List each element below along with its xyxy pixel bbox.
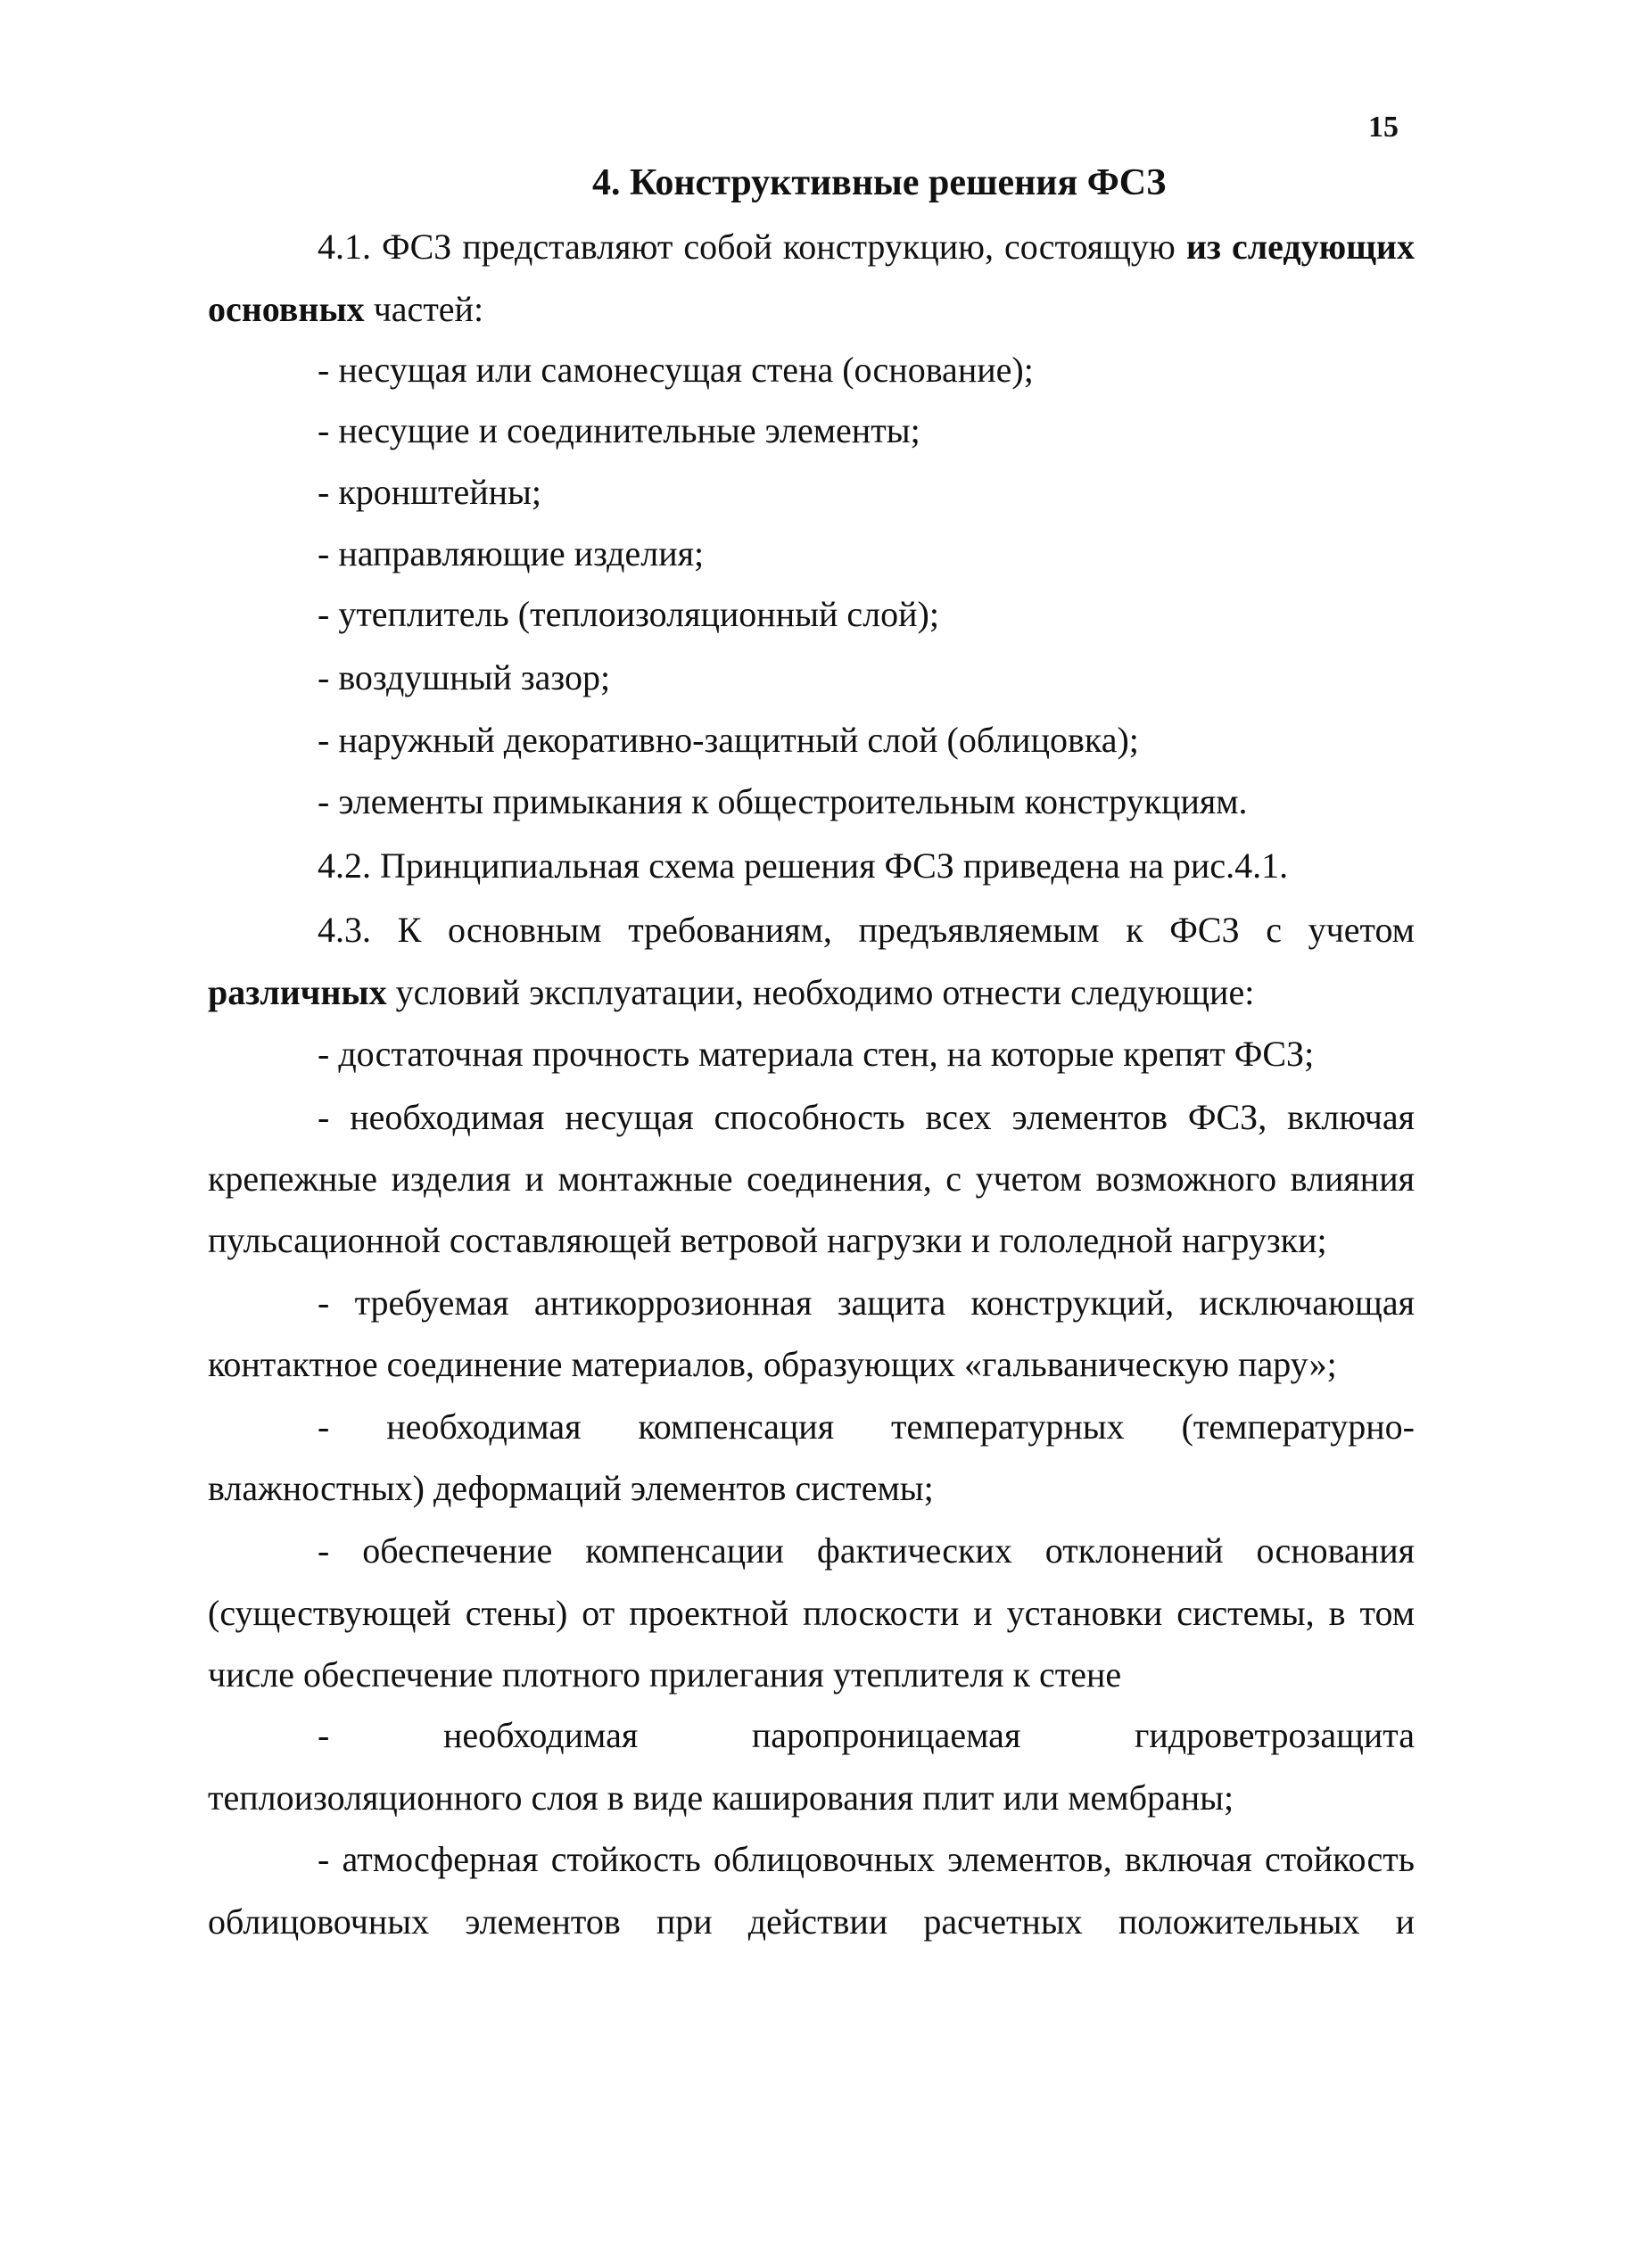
requirement-3-line-2: контактное соединение материалов, образующих «гальваническую пару»;: [208, 1344, 1337, 1384]
text-run-bold: из следующих: [1185, 227, 1415, 267]
list-item: - воздушный зазор;: [318, 657, 611, 697]
page-number: 15: [1368, 111, 1399, 144]
requirement-2-line-2: крепежные изделия и монтажные соединения, с учетом возможного влияния: [208, 1159, 1415, 1199]
paragraph-4-3-line-1: 4.3. К основным требованиям, предъявляемым к ФСЗ с учетом: [318, 910, 1415, 950]
requirement-4-line-2: влажностных) деформаций элементов системы;: [208, 1468, 934, 1508]
requirement-7-line-2: облицовочных элементов при действии расчетных положительных и: [208, 1901, 1415, 1942]
list-item: - наружный декоративно-защитный слой (облицовка);: [318, 720, 1139, 760]
paragraph-4-2: 4.2. Принципиальная схема решения ФСЗ приведена на рис.4.1.: [318, 845, 1289, 886]
requirement-6-line-2: теплоизоляционного слоя в виде каширования плит или мембраны;: [208, 1777, 1234, 1818]
requirement-2-line-3: пульсационной составляющей ветровой нагрузки и гололедной нагрузки;: [208, 1220, 1327, 1260]
text-run: частей:: [364, 289, 484, 329]
requirement-4-line-1: - необходимая компенсация температурных (температурно-: [318, 1406, 1415, 1447]
text-run: 4.1. ФСЗ представляют собой конструкцию, состоящую: [318, 227, 1186, 267]
list-item: - направляющие изделия;: [318, 533, 705, 573]
list-item: - несущая или самонесущая стена (основание);: [318, 350, 1034, 390]
text-run-bold: различных: [208, 972, 387, 1012]
list-item: - утеплитель (теплоизоляционный слой);: [318, 594, 939, 634]
paragraph-4-1-line-2: [208, 287, 483, 332]
list-item: - кронштейны;: [318, 472, 541, 512]
list-item: - несущие и соединительные элементы;: [318, 410, 920, 450]
requirement-5-line-2: (существующей стены) от проектной плоскости и установки системы, в том: [208, 1593, 1415, 1633]
text-run-bold: основных: [208, 289, 365, 329]
requirement-5-line-3: числе обеспечение плотного прилегания утеплителя к стене: [208, 1654, 1122, 1695]
list-item: - элементы примыкания к общестроительным конструкциям.: [318, 781, 1248, 821]
paragraph-4-1-line-1: [318, 225, 1415, 269]
text-run: условий эксплуатации, необходимо отнести следующие:: [386, 972, 1255, 1012]
requirement-5-line-1: - обеспечение компенсации фактических отклонений основания: [318, 1530, 1415, 1571]
requirement-6-line-1: - необходимая паропроницаемая гидроветрозащита: [318, 1715, 1415, 1755]
paragraph-4-3-line-2: [208, 970, 1254, 1015]
requirement-3-line-1: - требуемая антикоррозионная защита конструкций, исключающая: [318, 1282, 1415, 1323]
requirement-1: - достаточная прочность материала стен, на которые крепят ФСЗ;: [318, 1034, 1315, 1074]
section-heading: 4. Конструктивные решения ФСЗ: [592, 162, 1167, 203]
requirement-2-line-1: - необходимая несущая способность всех элементов ФСЗ, включая: [318, 1097, 1415, 1137]
requirement-7-line-1: - атмосферная стойкость облицовочных элементов, включая стойкость: [318, 1839, 1415, 1879]
